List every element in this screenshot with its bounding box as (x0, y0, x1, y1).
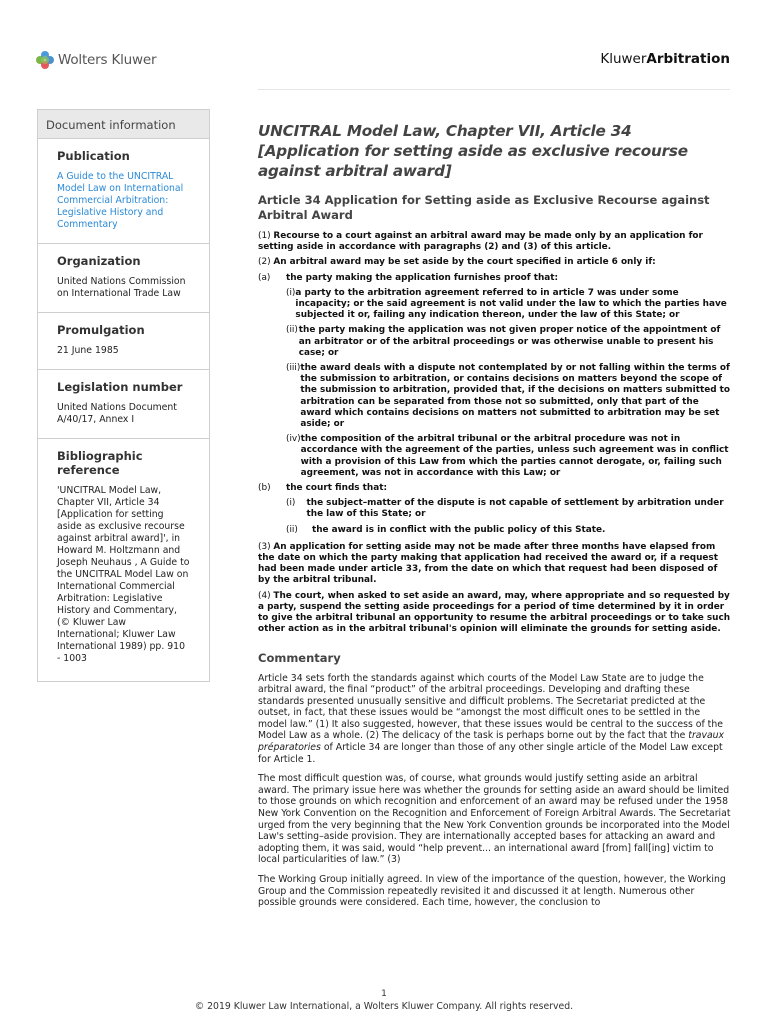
wolters-kluwer-logo-icon (36, 51, 54, 69)
bibliographic-title: Bibliographic reference (57, 449, 143, 477)
clause-a-item-text: the party making the application was not given proper notice of the appointment of an arbitrator or of the arbitral proceedings or was otherwise unable to present his case; or (298, 325, 721, 358)
promulgation-text: 21 June 1985 (57, 345, 119, 356)
clause-b-label: (b) (258, 483, 271, 494)
commentary-italic-term: travaux préparatories (258, 730, 725, 754)
commentary-heading: Commentary (258, 650, 341, 665)
page-number: 1 (381, 989, 387, 999)
paragraph-2-number: (2) (258, 257, 274, 268)
clause-b-item-label: (ii) (286, 524, 298, 535)
clause-a-item-label: (iv) (286, 434, 301, 445)
commentary-text: of Article 34 are longer than those of any other single article of the Model Law except for Article 1. (258, 742, 723, 765)
organization-text: United Nations Commission on International Trade Law (57, 276, 186, 299)
paragraph-4-number: (4) (258, 590, 274, 601)
clause-b-item (258, 498, 732, 520)
clause-a-item-label: (i) (286, 287, 296, 298)
clause-a-item-label: (ii) (286, 325, 298, 336)
clause-a (258, 273, 732, 284)
clause-a-label: (a) (258, 272, 271, 283)
promulgation-title: Promulgation (57, 323, 145, 337)
bibliographic-text: 'UNCITRAL Model Law, Chapter VII, Article 34 [Application for setting aside as exclusive recourse against arbitral award]', in Howard M. Holtzmann and Joseph Neuhaus , A Guide to the UNCITRAL Model Law on International Commercial Arbitration: Legislative History and Commentary, (© Kluwer Law International; Kluwer Law International 1989) pp. 910 - 1003 (57, 485, 190, 664)
publication-title: Publication (57, 149, 130, 163)
logo-text: Wolters Kluwer (58, 52, 157, 68)
clause-b (258, 483, 732, 494)
paragraph-3-text: An application for setting aside may not be made after three months have elapsed from the date on which the party making that application had received the award or, if a request had been made under article 33, from the date on which that request had been disposed of by the arbitral tribunal. (258, 541, 718, 586)
clause-a-item (258, 288, 732, 322)
clause-a-item-text: the award deals with a dispute not contemplated by or not falling within the terms of the submission to arbitration, or contains decisions on matters beyond the scope of the submission to arbitration, provided that, if the decisions on matters submitted to arbitration can be separated from those not so submitted, only that part of the award which contains decisions on matters not submitted to arbitration may be set aside; or (300, 363, 731, 430)
paragraph-4-text: The court, when asked to set aside an award, may, where appropriate and so requested by a party, suspend the setting aside proceedings for a period of time determined by it in order to give the arbitral tribunal an opportunity to resume the arbitral proceedings or to take such other action as in the arbitral tribunal's opinion will eliminate the grounds for setting aside. (258, 590, 731, 635)
header-divider (258, 89, 730, 90)
clause-a-item-label: (iii) (286, 363, 301, 374)
document-title: UNCITRAL Model Law, Chapter VII, Article 34 [Application for setting aside as exclusive recourse against arbitral award] (258, 122, 688, 180)
copyright-footer: © 2019 Kluwer Law International, a Wolters Kluwer Company. All rights reserved. (194, 1001, 574, 1012)
paragraph-2 (258, 257, 732, 268)
clause-a-item (258, 325, 732, 359)
paragraph-1 (258, 231, 732, 253)
clause-b-text: the court finds that: (286, 483, 388, 494)
clause-b-item-text: the subject–matter of the dispute is not capable of settlement by arbitration under the law of this State; or (306, 498, 724, 520)
legislation-title: Legislation number (57, 380, 183, 394)
organization-title: Organization (57, 254, 141, 268)
legislation-section (38, 369, 209, 438)
clause-a-item (258, 363, 732, 430)
clause-a-item (258, 434, 732, 479)
paragraph-4 (258, 591, 732, 636)
paragraph-1-number: (1) (258, 231, 274, 241)
publication-link[interactable]: A Guide to the UNCITRAL Model Law on International Commercial Arbitration: Legislative History and Commentary (57, 171, 184, 230)
clause-a-text: the party making the application furnishes proof that: (286, 272, 559, 283)
document-main (258, 121, 732, 909)
clause-b-item-text: the award is in conflict with the public policy of this State. (312, 524, 606, 535)
organization-section (38, 243, 209, 312)
wolters-kluwer-logo (36, 51, 156, 69)
clause-a-item-text: the composition of the arbitral tribunal or the arbitral procedure was not in accordance with the agreement of the parties, unless such agreement was in conflict with a provision of this Law from which the parties cannot derogate, or, failing such agreement, was not in accordance with this Law; or (300, 434, 729, 478)
kluwer-arbitration-brand[interactable] (600, 51, 730, 67)
legislation-text: United Nations Document A/40/17, Annex I (57, 402, 177, 425)
paragraph-1-text: Recourse to a court against an arbitral award may be made only by an application for setting aside in accordance with paragraphs (2) and (3) of this article. (258, 231, 703, 253)
clause-a-item-text: a party to the arbitration agreement referred to in article 7 was under some incapacity; or the said agreement is not valid under the law to which the parties have subjected it or, failing any indication thereon, under the law of this State; or (295, 287, 727, 321)
document-info-sidebar (37, 109, 210, 682)
promulgation-section (38, 312, 209, 369)
clause-b-item (258, 525, 732, 536)
paragraph-3-number: (3) (258, 541, 274, 552)
paragraph-2-text: An arbitral award may be set aside by the court specified in article 6 only if: (273, 257, 656, 268)
commentary-paragraph: The Working Group initially agreed. In view of the importance of the question, however, the Working Group and the Commission repeatedly revisited it and discussed it at length. Numerous other possible grounds were considered. Each time, however, the conclusion to (258, 874, 726, 909)
brand-prefix: Kluwer (600, 51, 647, 67)
commentary-paragraph: The most difficult question was, of course, what grounds would justify setting aside an arbitral award. The primary issue here was whether the grounds for setting aside an award should be limited to those grounds on which recognition and enforcement of an award may be refused under the 1958 New York Convention on the Recognition and Enforcement of Foreign Arbitral Awards. The Secretariat urged from the very beginning that the New York Convention grounds be incorporated into the Model Law's setting–aside provision. They are internationally accepted bases for attacking an award and adopting them, it was said, would “help prevent... an international award [from] fall[ing] victim to local particularities of law.” (3) (258, 773, 731, 866)
sidebar-heading: Document information (38, 109, 209, 138)
commentary-text: Article 34 sets forth the standards against which courts of the Model Law State are to judge the arbitral award, the final “product” of the arbitral proceedings. Developing and drafting these standards presented unusually sensitive and difficult problems. The Secretariat predicted at the outset, in fact, that these issues would be “amongst the most difficult ones to be settled in the model law.” (1) It also suggested, however, that these issues would be central to the success of the Model Law as a whole. (2) The delicacy of the task is perhaps borne out by the fact that the (258, 672, 723, 742)
clause-b-item-label: (i) (286, 498, 296, 509)
brand-bold: Arbitration (646, 51, 730, 67)
commentary-paragraph (258, 673, 732, 766)
publication-section (38, 138, 209, 243)
bibliographic-section (38, 438, 209, 681)
paragraph-3 (258, 542, 732, 587)
article-title: Article 34 Application for Setting aside as Exclusive Recourse against Arbitral Award (258, 193, 710, 222)
